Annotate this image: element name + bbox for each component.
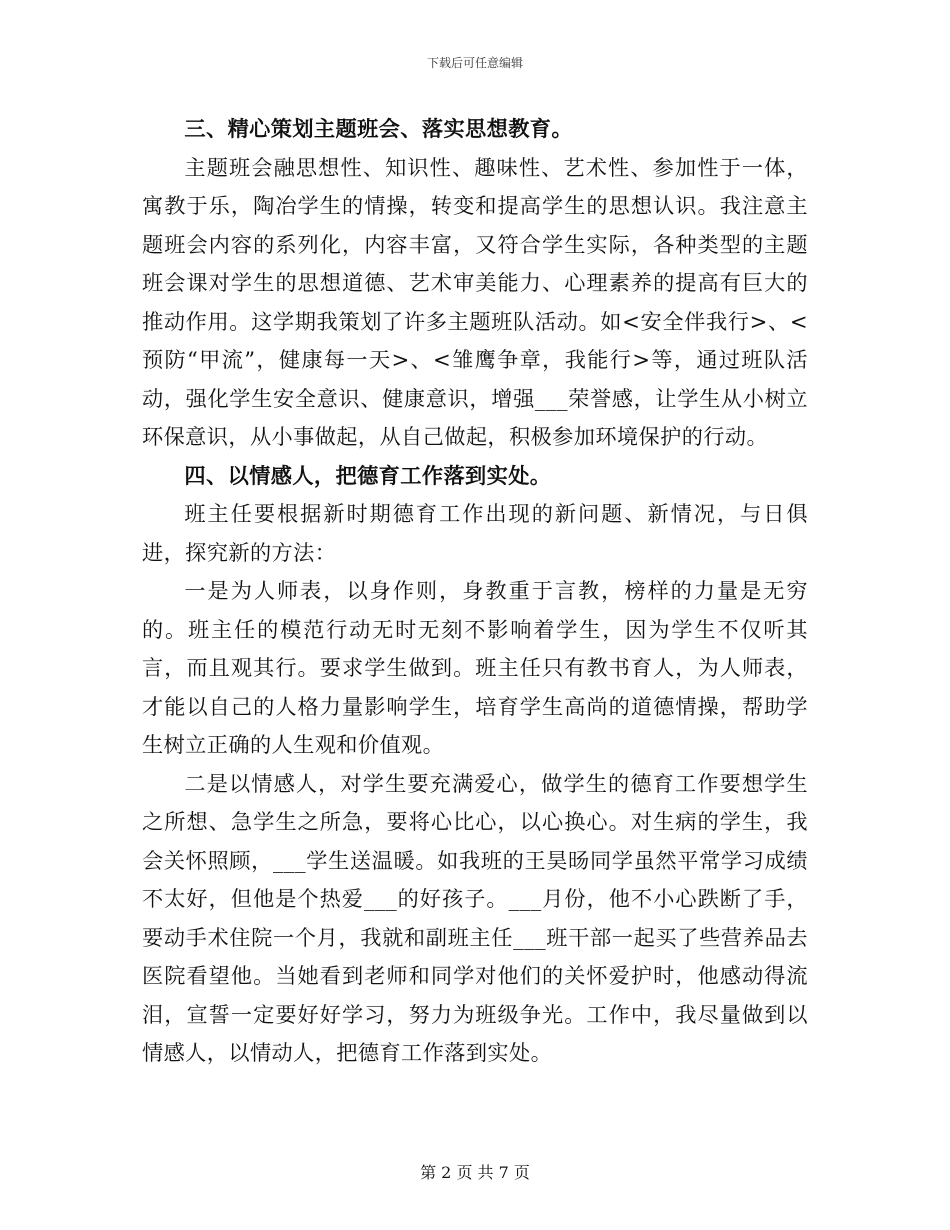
section-heading-3: 三、精心策划主题班会、落实思想教育。: [184, 116, 573, 141]
page-number: 第 2 页 共 7 页: [420, 1163, 530, 1182]
section-heading-4: 四、以情感人，把德育工作落到实处。: [184, 462, 552, 488]
body-paragraph-intro: 班主任要根据新时期德育工作出现的新问题、新情况，与日俱进，探究新的方法：: [142, 501, 808, 565]
document-body: [142, 110, 808, 1073]
body-paragraph-theme-meeting: 主题班会融思想性、知识性、趣味性、艺术性、参加性于一体，寓教于乐，陶冶学生的情操，转变和提高学生的思想认识。我注意主题班会内容的系列化，内容丰富，又符合学生实际，各种类型的主题班会课对学生的思想道德、艺术审美能力、心理素养的提高有巨大的推动作用。这学期我策划了许多主题班队活动。如<安全伴我行>、<预防“甲流”，健康每一天>、<雏鹰争章，我能行>等，通过班队活动，强化学生安全意识、健康意识，增强___荣誉感，让学生从小树立环保意识，从小事做起，从自己做起，积极参加环境保护的行动。: [142, 154, 808, 449]
header-note: 下载后可任意编辑: [426, 56, 523, 70]
body-paragraph-role-model: 一是为人师表，以身作则，身教重于言教，榜样的力量是无穷的。班主任的模范行动无时无刻不影响着学生，因为学生不仅听其言，而且观其行。要求学生做到。班主任只有教书育人，为人师表，才能以自己的人格力量影响学生，培育学生高尚的道德情操，帮助学生树立正确的人生观和价值观。: [142, 578, 808, 757]
body-paragraph-care: 二是以情感人，对学生要充满爱心，做学生的德育工作要想学生之所想、急学生之所急，要将心比心，以心换心。对生病的学生，我会关怀照顾，___学生送温暖。如我班的王昊旸同学虽然平常学习成绩不太好，但他是个热爱___的好孩子。___月份，他不小心跌断了手，要动手术住院一个月，我就和副班主任___班干部一起买了些营养品去医院看望他。当她看到老师和同学对他们的关怀爱护时，他感动得流泪，宣誓一定要好好学习，努力为班级争光。工作中，我尽量做到以情感人，以情动人，把德育工作落到实处。: [142, 770, 808, 1065]
